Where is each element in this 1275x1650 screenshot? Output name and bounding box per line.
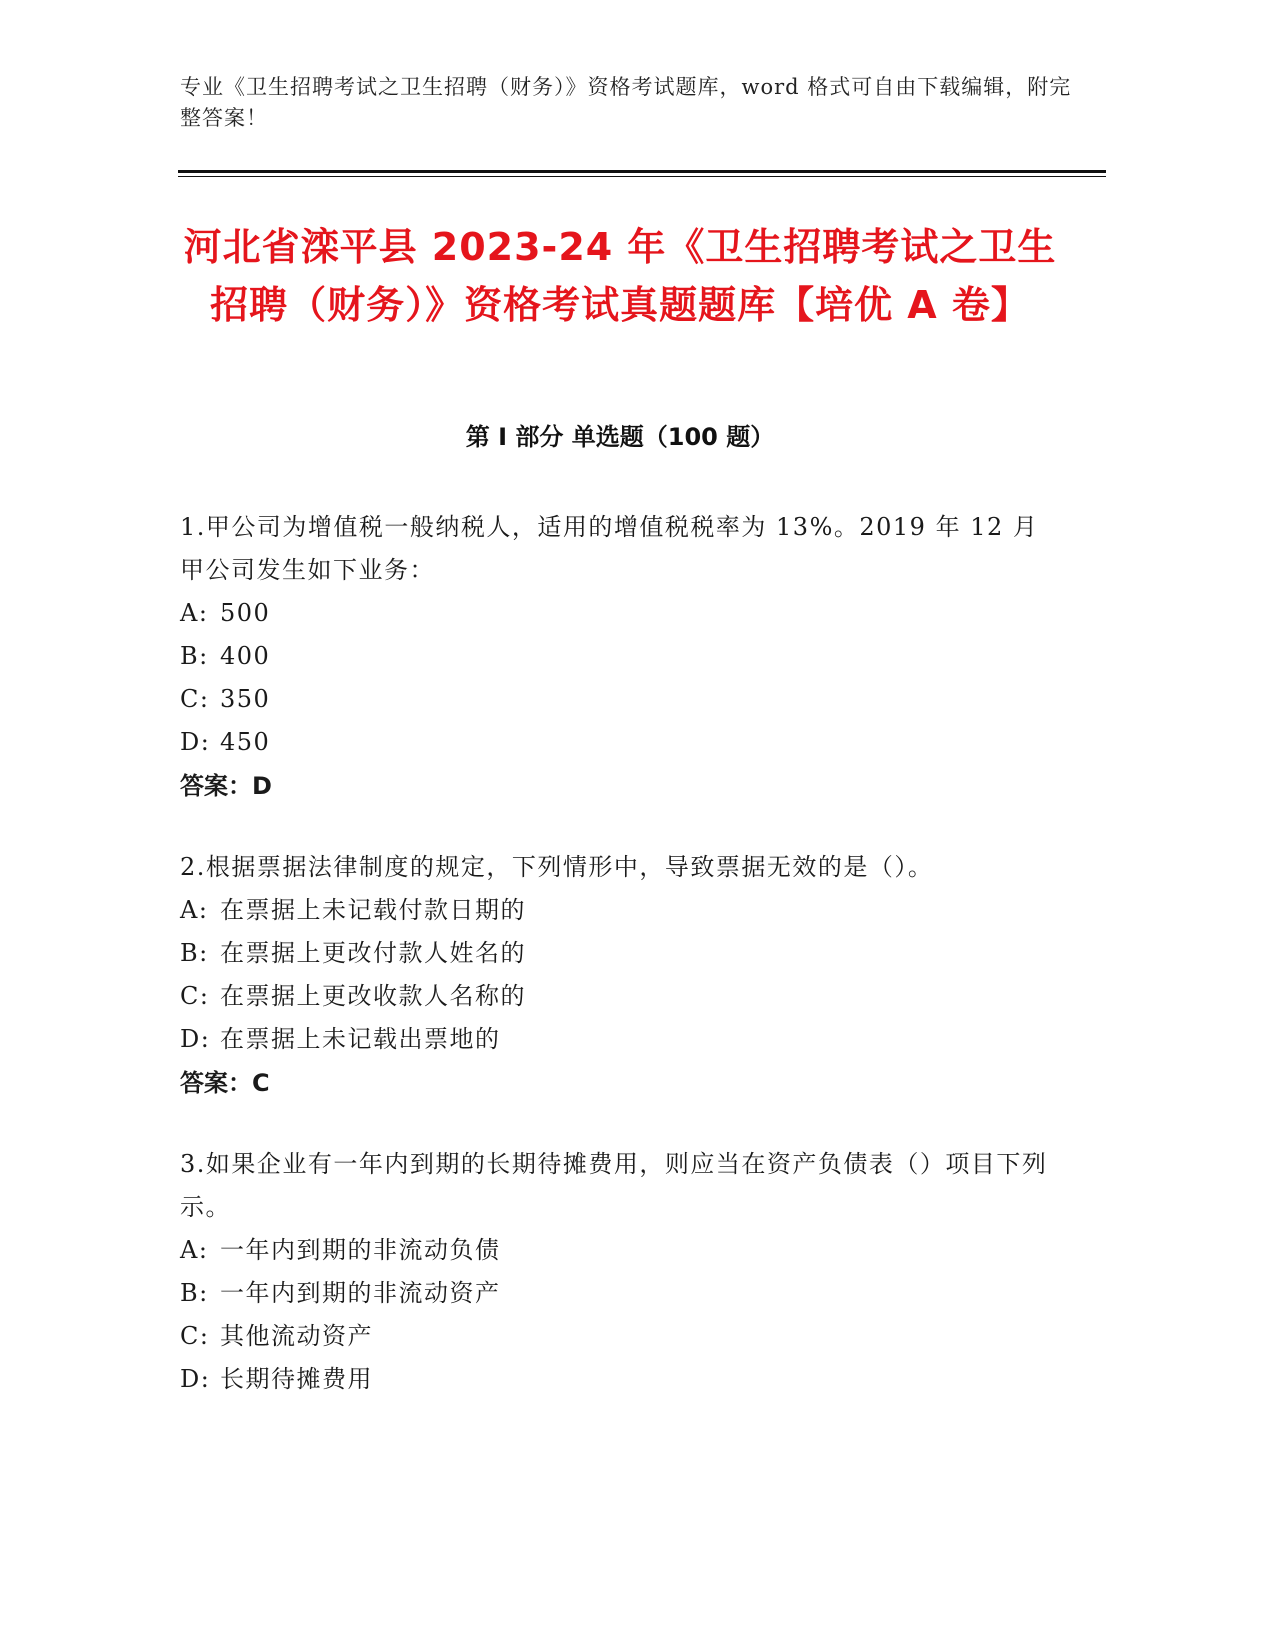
- option-a: [180, 889, 1060, 932]
- section-title: 第 I 部分 单选题（100 题）: [465, 423, 775, 451]
- question-stem: 2.根据票据法律制度的规定，下列情形中，导致票据无效的是（）。: [180, 853, 934, 881]
- question-2: [180, 846, 1060, 1105]
- document-title: 河北省滦平县 2023-24 年《卫生招聘考试之卫生招聘（财务）》资格考试真题题库【培优 A 卷】: [183, 225, 1057, 327]
- option-letter: C:: [180, 685, 210, 713]
- option-text: 一年内到期的非流动负债: [220, 1236, 501, 1264]
- option-text: 500: [220, 599, 271, 627]
- option-letter: A:: [180, 599, 209, 627]
- option-letter: C:: [180, 982, 210, 1010]
- option-text: 在票据上更改收款人名称的: [220, 982, 526, 1010]
- option-text: 长期待摊费用: [220, 1365, 373, 1393]
- option-a: [180, 1229, 1060, 1272]
- option-c: [180, 975, 1060, 1018]
- answer-label: 答案：C: [180, 1069, 270, 1097]
- answer-label: 答案：D: [180, 772, 272, 800]
- option-text: 其他流动资产: [220, 1322, 373, 1350]
- option-b: [180, 635, 1060, 678]
- option-letter: B:: [180, 939, 209, 967]
- header-note: 专业《卫生招聘考试之卫生招聘（财务）》资格考试题库，word 格式可自由下载编辑，附完整答案！: [180, 75, 1072, 130]
- option-letter: D:: [180, 1025, 211, 1053]
- option-d: [180, 1358, 1060, 1401]
- option-letter: A:: [180, 896, 209, 924]
- option-text: 450: [220, 728, 271, 756]
- option-letter: B:: [180, 642, 209, 670]
- option-text: 400: [220, 642, 271, 670]
- option-text: 在票据上未记载付款日期的: [220, 896, 526, 924]
- option-letter: D:: [180, 728, 211, 756]
- option-c: [180, 1315, 1060, 1358]
- option-text: 一年内到期的非流动资产: [220, 1279, 501, 1307]
- option-text: 在票据上未记载出票地的: [220, 1025, 501, 1053]
- header-divider-thin: [178, 176, 1106, 177]
- header-divider-thick: [178, 170, 1106, 173]
- option-letter: C:: [180, 1322, 210, 1350]
- question-3: [180, 1143, 1060, 1401]
- option-letter: B:: [180, 1279, 209, 1307]
- option-b: [180, 1272, 1060, 1315]
- option-d: [180, 721, 1060, 764]
- option-c: [180, 678, 1060, 721]
- option-letter: A:: [180, 1236, 209, 1264]
- question-list: [180, 506, 1060, 1439]
- option-letter: D:: [180, 1365, 211, 1393]
- question-1: [180, 506, 1060, 808]
- option-d: [180, 1018, 1060, 1061]
- option-text: 350: [220, 685, 271, 713]
- option-b: [180, 932, 1060, 975]
- option-text: 在票据上更改付款人姓名的: [220, 939, 526, 967]
- question-stem: 3.如果企业有一年内到期的长期待摊费用，则应当在资产负债表（）项目下列示。: [180, 1150, 1048, 1221]
- option-a: [180, 592, 1060, 635]
- question-stem: 1.甲公司为增值税一般纳税人，适用的增值税税率为 13%。2019 年 12 月甲公司发生如下业务：: [180, 513, 1039, 584]
